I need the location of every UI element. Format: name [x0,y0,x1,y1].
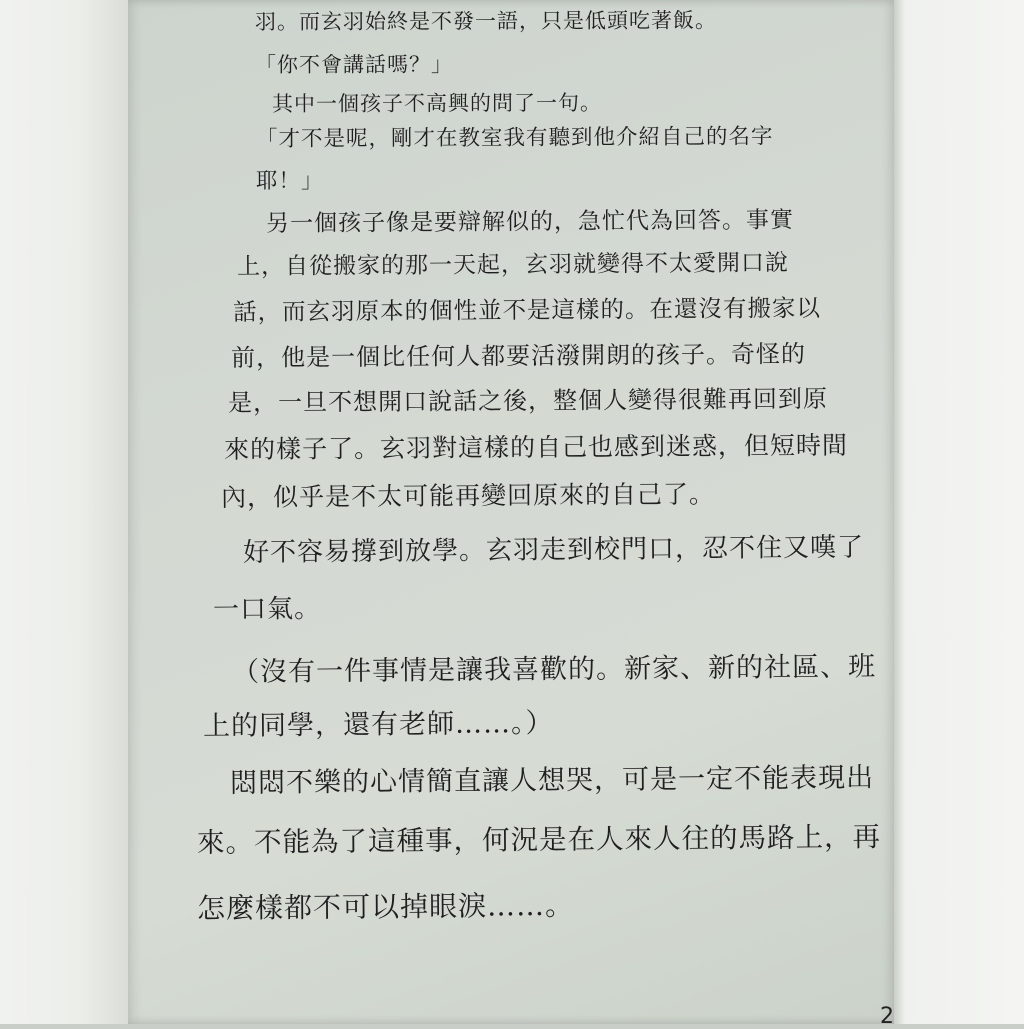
text-line-4: 「才不是呢，剛才在教室我有聽到他介紹自己的名字 [255,124,774,152]
text-line-19: 怎麼樣都不可以掉眼淚……。 [196,888,575,925]
text-line-8: 話，而玄羽原本的個性並不是這樣的。在還沒有搬家以 [232,293,822,326]
text-line-9: 前，他是一個比任何人都要活潑開朗的孩子。奇怪的 [230,339,807,372]
text-line-17: 悶悶不樂的心情簡直讓人想哭，可是一定不能表現出 [229,762,875,799]
text-line-13: 好不容易撐到放學。玄羽走到校門口，忍不住又嘆了 [242,532,865,568]
text-line-12: 內，似乎是不太可能再變回原來的自己了。 [220,479,716,512]
text-line-6: 另一個孩子像是要辯解似的，急忙代為回答。事實 [265,207,795,237]
text-line-10: 是，一旦不想開口說話之後，整個人變得很難再回到原 [227,384,829,417]
text-line-16: 上的同學，還有老師……。） [202,707,554,742]
text-line-15: （沒有一件事情是讓我喜歡的。新家、新的社區、班 [231,651,877,688]
text-line-7: 上，自從搬家的那一天起，玄羽就變得不太愛開口說 [236,250,790,280]
text-line-5: 耶！」 [255,168,324,194]
background-surface-left [0,0,130,1024]
text-line-3: 其中一個孩子不高興的問了一句。 [271,90,603,116]
text-line-1: 羽。而玄羽始終是不發一語，只是低頭吃著飯。 [254,8,718,34]
text-line-11: 來的樣子了。玄羽對這樣的自己也感到迷惑，但短時間 [223,430,849,464]
text-line-18: 來。不能為了這種事，何況是在人來人往的馬路上，再 [196,821,882,859]
text-line-2: 「你不會講話嗎？」 [254,52,454,77]
page-number: 2 [880,1004,894,1029]
background-surface-right [892,0,1024,1024]
text-line-14: 一口氣。 [212,594,322,625]
